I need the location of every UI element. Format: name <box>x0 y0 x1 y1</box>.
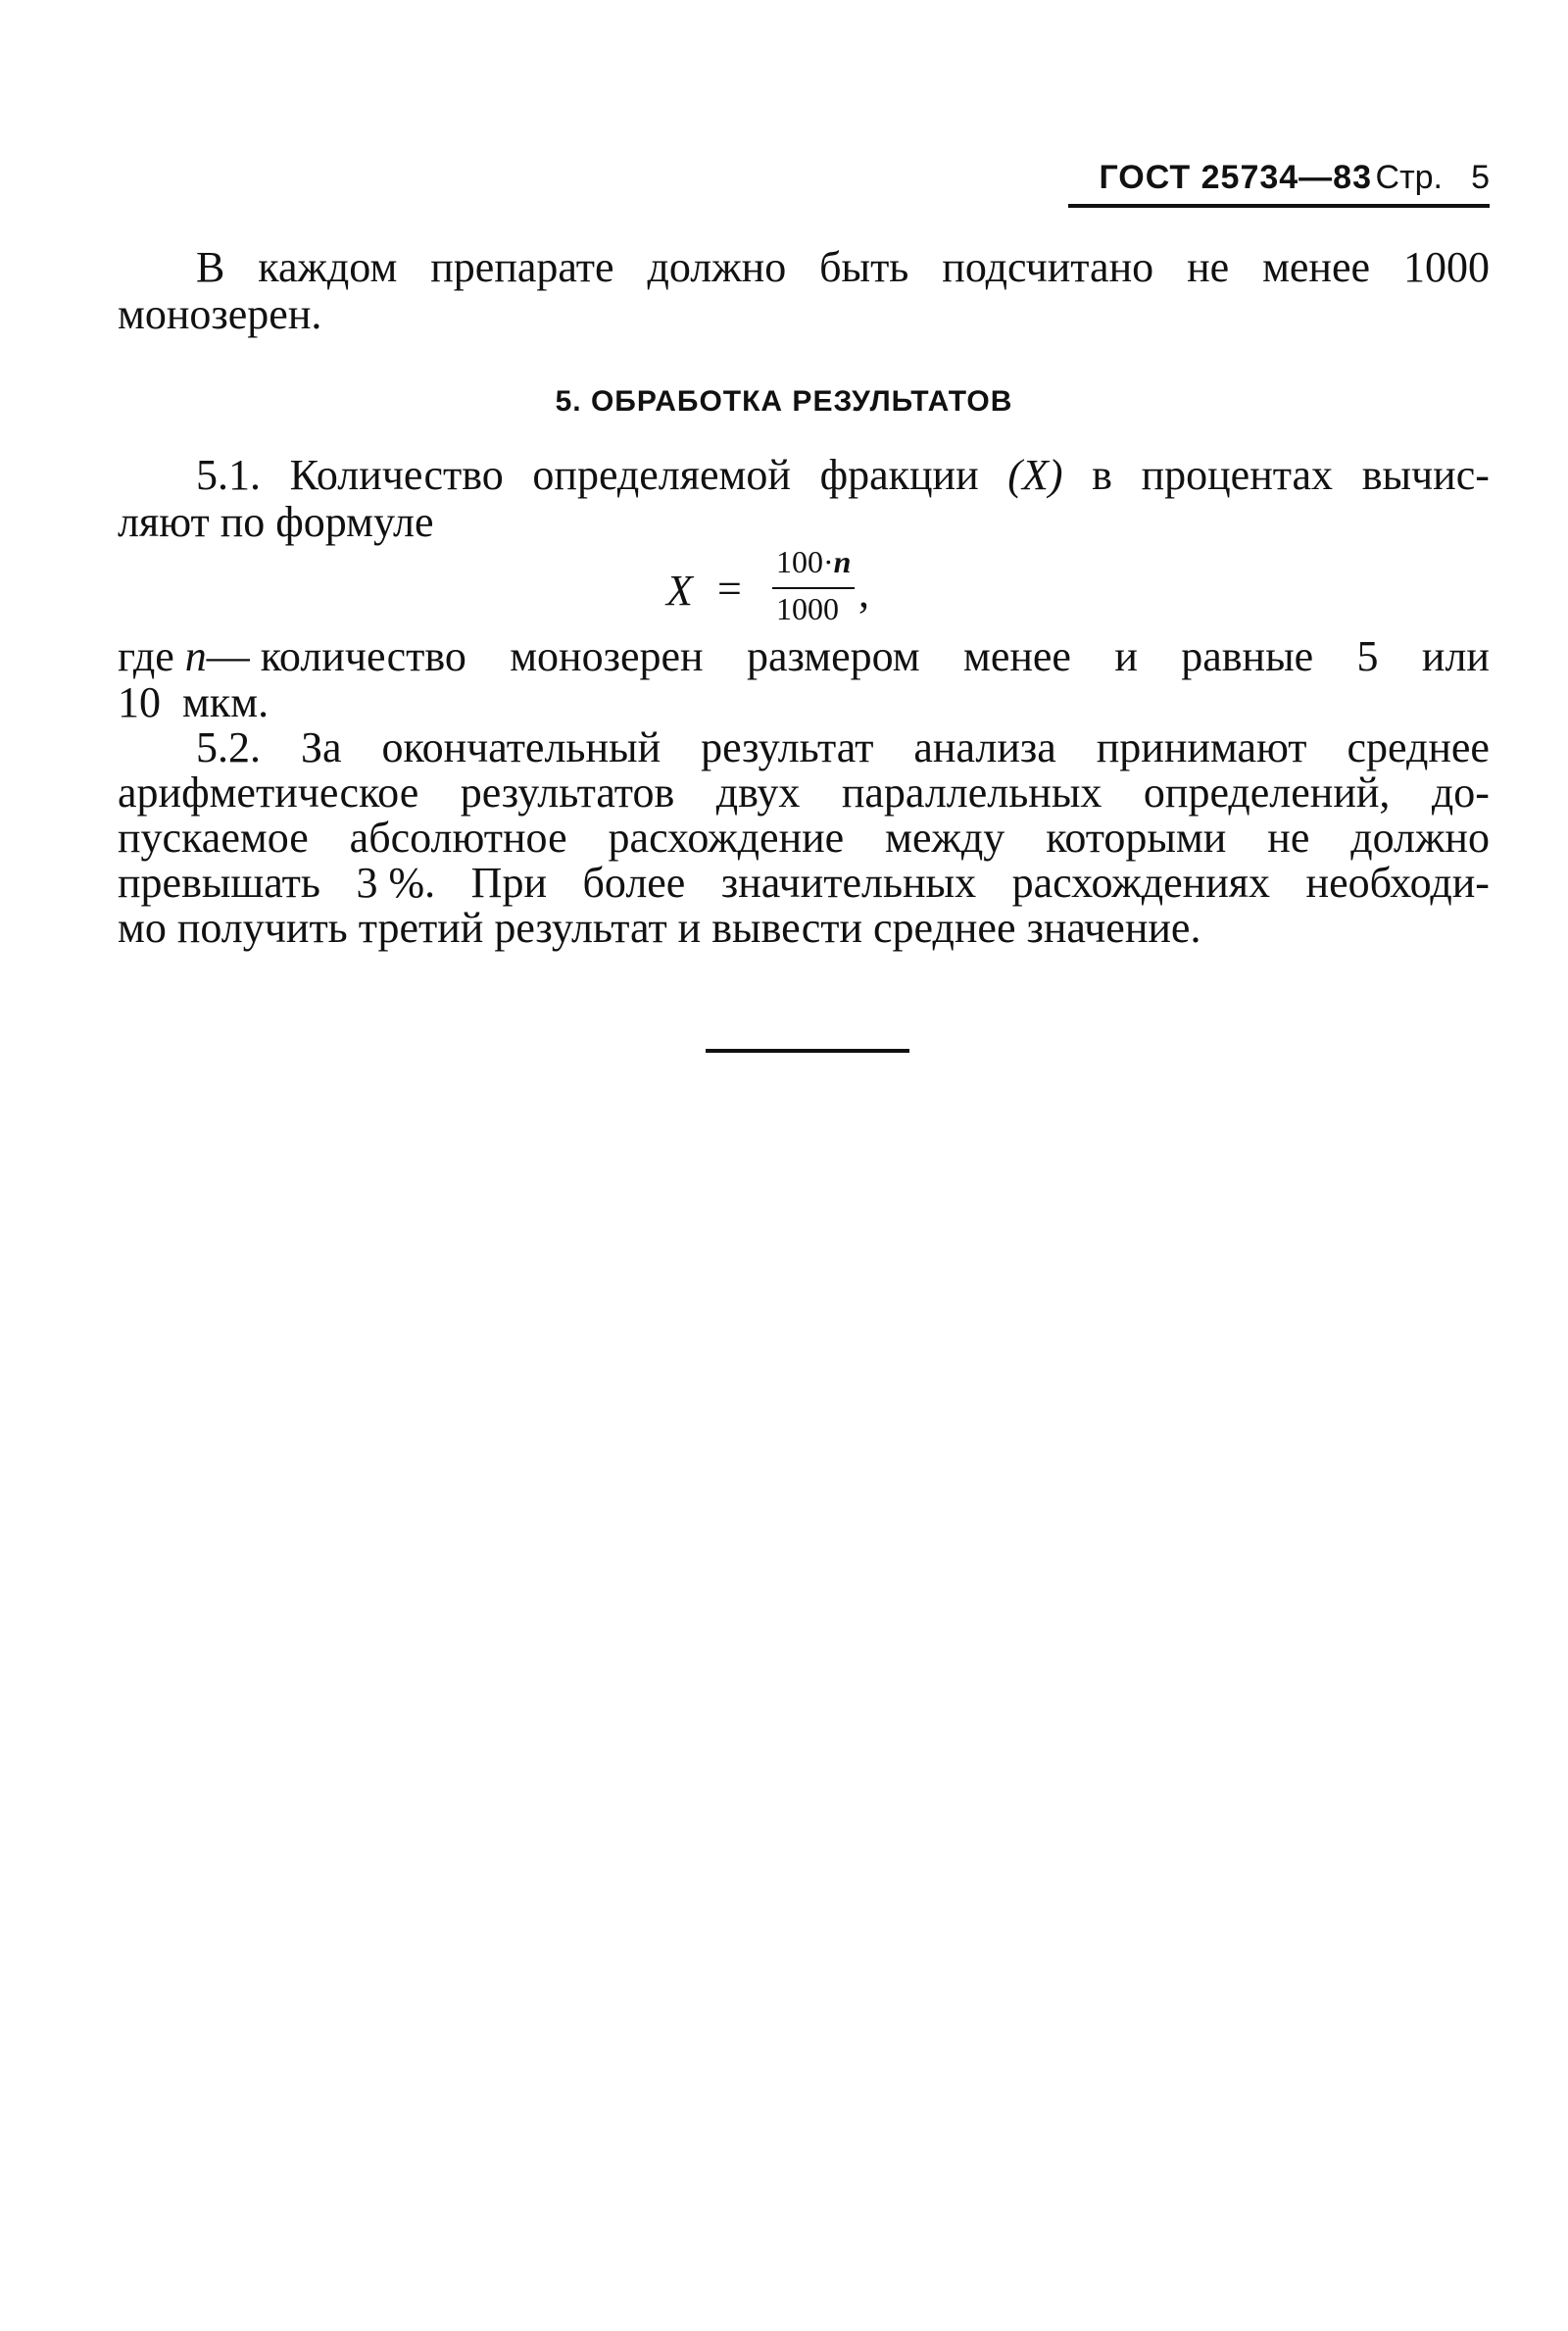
intro-line-1 <box>196 243 1490 292</box>
word: не <box>1267 814 1310 862</box>
word: подсчитано <box>942 243 1154 291</box>
word: За <box>300 723 342 771</box>
variable-n: n <box>184 632 207 680</box>
word: размером <box>746 632 920 680</box>
word: абсолютное <box>349 814 567 862</box>
section-heading: 5. ОБРАБОТКА РЕЗУЛЬТАТОВ <box>555 385 1013 418</box>
word: принимают <box>1096 723 1307 771</box>
word: менее <box>962 632 1071 680</box>
word: пускаемое <box>118 814 309 862</box>
word: не <box>1187 243 1230 291</box>
word: 3 %. <box>356 859 436 907</box>
numerator-var: n <box>833 544 852 579</box>
document-code: ГОСТ 25734—83 <box>1099 159 1372 196</box>
word: фракции <box>819 451 979 499</box>
p52-line-1 <box>196 723 1490 772</box>
word: 5 <box>1356 632 1379 680</box>
where-line-2: 10 мкм. <box>118 678 270 726</box>
page-number: 5 <box>1471 159 1490 196</box>
end-rule <box>706 1049 909 1053</box>
where-prefix <box>118 632 466 681</box>
word: расхождение <box>608 814 845 862</box>
formula-numerator <box>776 544 851 580</box>
word: При <box>470 859 547 907</box>
word: результатов <box>460 769 675 817</box>
word: превышать <box>118 859 320 907</box>
word: двух <box>715 769 801 817</box>
formula-denominator: 1000 <box>776 591 839 626</box>
word: Количество <box>289 451 504 499</box>
word: определений, <box>1143 769 1391 817</box>
word: препарате <box>430 243 614 291</box>
page-label: Стр. <box>1375 159 1443 196</box>
formula-equals: = <box>717 565 742 613</box>
word: процентах <box>1141 451 1334 499</box>
word: параллельных <box>841 769 1102 817</box>
formula-comma: , <box>858 569 869 617</box>
word: необходи- <box>1305 859 1490 907</box>
word: менее <box>1262 243 1371 291</box>
p51-line-2: ляют по формуле <box>118 498 434 546</box>
intro-line-2: монозерен. <box>118 290 322 338</box>
word: более <box>582 859 686 907</box>
word: анализа <box>913 723 1056 771</box>
word: должно <box>1350 814 1490 862</box>
p52-line-3 <box>118 814 1490 863</box>
word: между <box>885 814 1005 862</box>
word: 5.2. <box>196 723 261 771</box>
word: должно <box>647 243 787 291</box>
word: арифметическое <box>118 769 419 817</box>
word: монозерен <box>510 632 704 680</box>
fraction-bar <box>772 587 855 589</box>
word: окончательный <box>381 723 662 771</box>
word: значительных <box>720 859 977 907</box>
word: определяемой <box>532 451 791 499</box>
p51-line-1 <box>196 451 1490 500</box>
word: и <box>1114 632 1138 680</box>
word: В <box>196 243 225 291</box>
word: 1000 <box>1402 243 1490 291</box>
formula <box>666 544 921 632</box>
word: среднее <box>1347 723 1490 771</box>
word: расхождениях <box>1011 859 1270 907</box>
word: быть <box>819 243 909 291</box>
word: 5.1. <box>196 451 261 499</box>
word: в <box>1092 451 1112 499</box>
word: каждом <box>258 243 398 291</box>
word: которыми <box>1046 814 1227 862</box>
word: результат <box>701 723 874 771</box>
header-rule <box>1068 204 1490 208</box>
word: — количество <box>206 632 466 680</box>
p52-line-5: мо получить третий результат и вывести среднее значение. <box>118 904 1201 952</box>
variable-x: (X) <box>1007 451 1063 499</box>
word: где <box>118 632 174 680</box>
word: или <box>1421 632 1490 680</box>
p52-line-4 <box>118 859 1490 908</box>
numerator-const: 100· <box>776 544 834 579</box>
p52-line-2 <box>118 769 1490 818</box>
word: до- <box>1431 769 1490 817</box>
where-line-1 <box>118 632 1490 681</box>
formula-lhs: X <box>666 567 693 615</box>
word: вычис- <box>1361 451 1490 499</box>
word: равные <box>1181 632 1314 680</box>
